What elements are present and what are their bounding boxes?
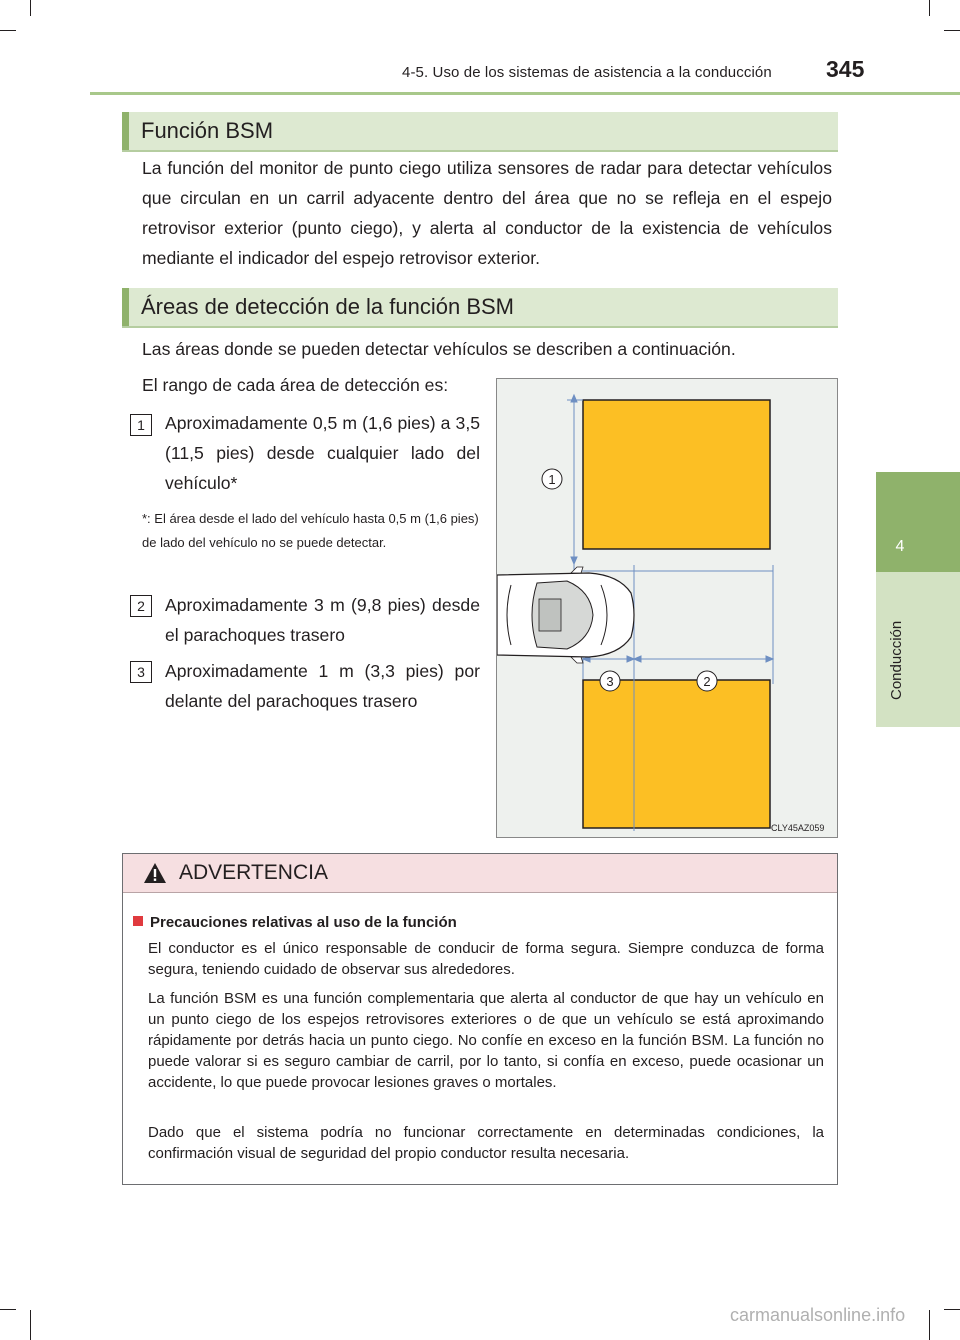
warning-paragraph: Dado que el sistema podría no funcionar correctamente en determinadas condiciones, la confirmación visual de seguridad del propio conductor resulta necesaria. <box>148 1124 824 1162</box>
warning-box <box>122 853 838 1185</box>
heading-bar <box>122 112 129 150</box>
warning-paragraph: El conductor es el único responsable de conducir de forma segura. Siempre conduzca de forma segura, teniendo cuidado de observar sus alrededores. <box>148 940 824 978</box>
section-title: Áreas de detección de la función BSM <box>141 294 515 319</box>
warning-triangle-icon <box>143 862 167 884</box>
crop-mark <box>30 0 31 16</box>
item-number-3: 3 <box>130 661 152 683</box>
callout-1 <box>542 469 562 489</box>
warning-subtitle <box>133 914 457 931</box>
range-item-1: Aproximadamente 0,5 m (1,6 pies) a 3,5 (11,5 pies) desde cualquier lado del vehículo* <box>165 413 480 493</box>
section-heading-bsm <box>122 112 838 152</box>
diagram-canvas <box>497 379 837 837</box>
crop-mark <box>0 30 16 31</box>
crop-mark <box>944 1309 960 1310</box>
crop-mark <box>929 1310 930 1340</box>
callout-3 <box>600 671 620 691</box>
crop-mark <box>30 1310 31 1340</box>
range-item-2: Aproximadamente 3 m (9,8 pies) desde el parachoques trasero <box>165 595 480 645</box>
section-title: Función BSM <box>141 118 274 143</box>
item-number-1: 1 <box>130 414 152 436</box>
chapter-label: Conducción <box>888 620 905 700</box>
detection-area-diagram <box>496 378 838 838</box>
bullet-square-icon <box>133 916 143 926</box>
warning-title: ADVERTENCIA <box>179 861 328 884</box>
page-number: 345 <box>826 56 865 82</box>
svg-text:2: 2 <box>703 674 711 689</box>
chapter-number: 4 <box>895 538 905 555</box>
vehicle-top-view <box>497 567 634 663</box>
upper-detection-zone <box>583 400 770 549</box>
item-number-2: 2 <box>130 595 152 617</box>
section-heading-detection-areas <box>122 288 838 328</box>
crop-mark <box>0 1309 16 1310</box>
running-header: 4-5. Uso de los sistemas de asistencia a la conducción <box>402 64 772 81</box>
watermark: carmanualsonline.info <box>730 1305 906 1325</box>
svg-text:1: 1 <box>548 472 556 487</box>
section-body: La función del monitor de punto ciego utiliza sensores de radar para detectar vehículos que circulan en un carril adyacente dentro del área que no se refleja en el espejo retrovisor exterior (punto ciego), y alerta al conductor de la existencia de vehículos mediante el indicador del espejo retrovisor exterior. <box>142 158 832 268</box>
warning-subtitle-text: Precauciones relativas al uso de la función <box>150 914 457 931</box>
warning-header <box>123 854 837 893</box>
crop-mark <box>944 30 960 31</box>
lower-detection-zone <box>583 680 770 828</box>
callout-2 <box>697 671 717 691</box>
heading-bar <box>122 288 129 326</box>
chapter-tab <box>876 472 960 572</box>
diagram-code: CLY45AZ059 <box>771 823 825 833</box>
range-item-3: Aproximadamente 1 m (3,3 pies) por delante del parachoques trasero <box>165 661 480 711</box>
range-intro: El rango de cada área de detección es: <box>142 375 449 395</box>
warning-paragraph: La función BSM es una función complementaria que alerta al conductor de que hay un vehículo en un punto ciego de los espejos retrovisores exteriores o de que un vehículo se está aproximando rápidamente por detrás hacia un punto ciego. No confíe en exceso en la función BSM. La función no puede valorar si es seguro cambiar de carril, por lo tanto, si confía en exceso, puede ocasionar un accidente, lo que puede provocar lesiones graves o mortales. <box>148 990 824 1091</box>
header-rule <box>90 92 960 95</box>
section-intro: Las áreas donde se pueden detectar vehículos se describen a continuación. <box>142 339 736 359</box>
footnote: *: El área desde el lado del vehículo hasta 0,5 m (1,6 pies) de lado del vehículo no se puede detectar. <box>142 511 479 550</box>
svg-text:3: 3 <box>606 674 614 689</box>
crop-mark <box>929 0 930 16</box>
